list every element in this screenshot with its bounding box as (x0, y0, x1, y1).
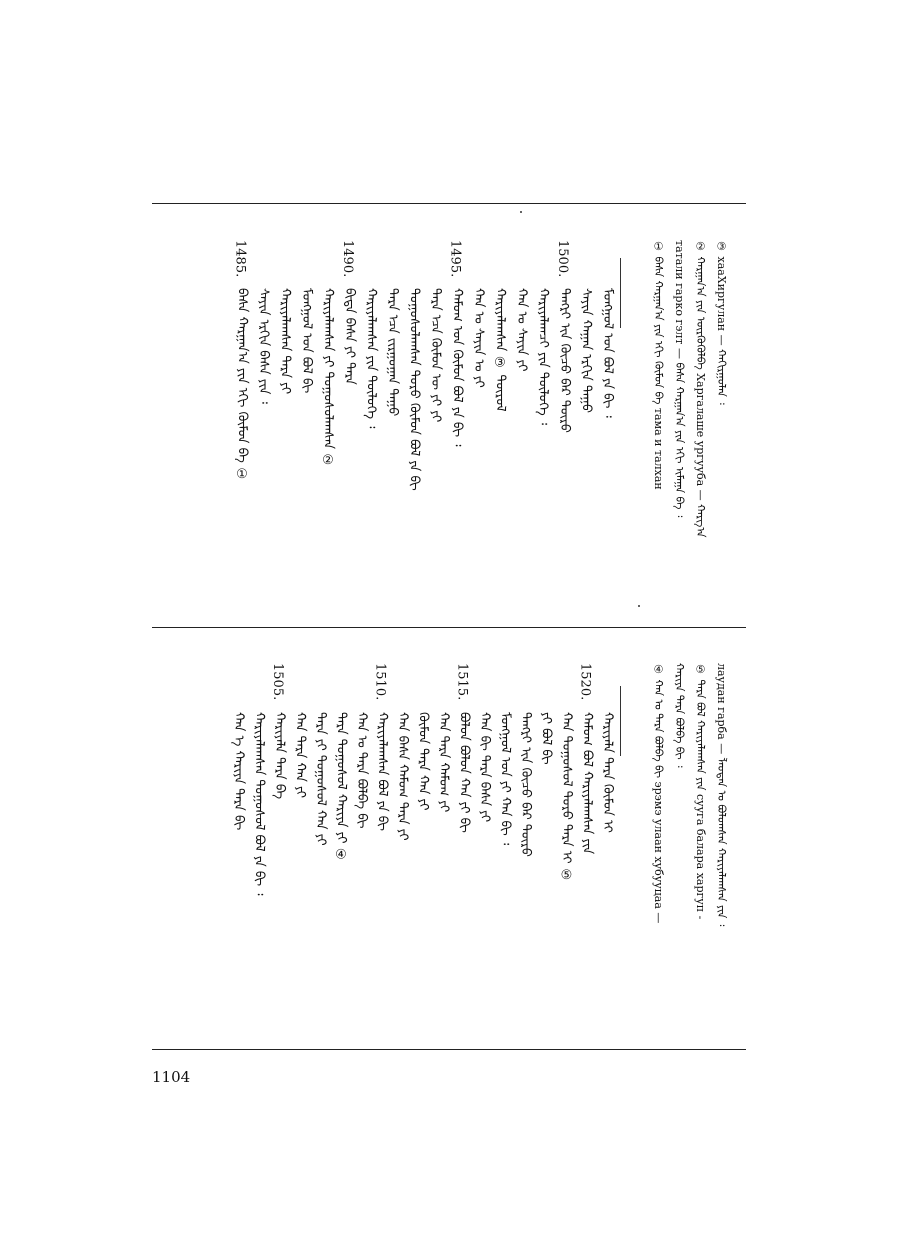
footnote-line: ② ᠬᠠᠷᠭᠠᠨ᠎ᠠ ᠶᠢᠨ ᠦᠷᠭᠦᠭᠦᠯᠪᠡ Харгалаше ургууба — ᠬᠠᠷᠭ᠎ᠠ (694, 240, 707, 538)
verse-line: ᠲᠡᠷᠡ ᠲᠣᠭᠤᠰᠤᠯ ᠬᠠᠷᠢᠶᠠ ᠶᠢ ④ (333, 712, 349, 863)
verse-line: ᠬᠠᠨ ᠪᠠᠰᠠ ᠬᠠᠮᠤᠭ ᠲᠡᠷᠡ ᠶᠢ (395, 712, 410, 841)
verse-line: ᠪᠣᠯᠣᠨ ᠪᠣᠯᠣᠨ ᠬᠠᠨ ᠶᠢ ᠪᠢ (456, 712, 472, 833)
footnote-line: лаудан гарба — ᠯᠠᠤᠳᠠᠨ ᠤ ᠪᠣᠯᠣᠭᠰᠠᠨ ᠬᠠᠷᠢᠶᠠᠯᠠᠭᠰᠠᠨ ᠶᠢᠨ ᠄ (715, 663, 728, 927)
verse-line: ᠬᠠᠨ ᠡ ᠬᠠᠷᠢᠶᠠ ᠲᠡᠷᠡ ᠪᠢ (231, 712, 246, 831)
verse-line-number: 1505. (270, 663, 285, 701)
verse-line: ᠬᠠᠨ ᠲᠡᠷᠡ ᠬᠠᠮᠤᠭ ᠶᠢ (436, 712, 451, 813)
verse-line: ᠬᠠᠷᠢᠶᠠᠯᠠ ᠲᠡᠷᠡ ᠬᠦᠮᠦᠨ ᠢ (600, 712, 615, 833)
verse-line: ᠮᠣᠩᠭᠣᠯ ᠤᠨ ᠪᠣᠯ ᠶᠠ ᠪᠢ ᠄ (600, 288, 615, 418)
top-rule (152, 203, 746, 204)
verse-line: ᠬᠠᠷᠢᠶᠠᠯᠠᠭᠰᠠᠨ ᠪᠣᠯ ᠶᠠ ᠪᠢ (374, 712, 390, 831)
footnote-line: ③ хааХиргулан — ᠬᠠᠬᠢᠷᠭᠤᠯᠠᠨ ᠄ (715, 240, 728, 405)
verse-line: ᠲᠡᠩᠷᠢ ᠢᠨ ᠬᠦᠴᠦ ᠪᠠᠷ ᠲᠦᠷᠦ (557, 288, 572, 433)
verse-line: ᠲᠡᠷᠡ ᠶᠢ ᠲᠣᠭᠤᠰᠤᠯ ᠬᠠᠨ ᠶᠢ (313, 712, 328, 846)
verse-line: ᠬᠠᠷᠢᠶᠠᠯᠠ ᠲᠡᠷᠡ ᠪᠡ (272, 712, 287, 800)
verse-line: ᠬᠦᠮᠦᠨ ᠲᠡᠷᠡ ᠬᠠᠨ ᠶᠢ (415, 712, 431, 811)
bottom-rule (152, 1049, 746, 1050)
verse-line: ᠲᠣᠭᠤᠰᠤᠯᠠᠭᠰᠠᠨ ᠳᠣᠷᠤ ᠬᠦᠮᠦᠨ ᠪᠣᠯ ᠶᠠ ᠪᠢ (406, 288, 422, 491)
verse-line-number: 1485. (232, 240, 248, 278)
verse-line: ᠬᠠᠷᠢᠶᠠᠯᠠᠭᠰᠠᠨ ᠲᠣᠭᠤᠰᠤᠯ ᠪᠣᠯ ᠶᠠ ᠪᠢ ᠄ (251, 712, 267, 896)
verse-line: ᠬᠠᠨ ᠤ ᠲᠡᠷᠡ ᠪᠣᠯᠪᠠ ᠪᠢ (354, 712, 369, 829)
footnote-line: татали гарко гэлт — ᠪᠠᠰᠠ ᠬᠠᠷᠭᠠᠨ᠎ᠠ ᠶᠢᠨ ᠡᠬᠢ ᠢᠮᠠᠭᠠ ᠪᠡ ᠄ (673, 240, 686, 518)
verse-line: ᠪᠢᠳᠡ ᠪᠠᠰᠠ ᠶᠢ ᠲᠡᠷᠡ (342, 288, 357, 385)
verse-line: ᠮᠣᠩᠭᠣᠯ ᠤᠨ ᠪᠣᠯ ᠪᠢ (299, 288, 314, 394)
verse-line: ᠬᠠᠷᠢᠶᠠᠯᠠᠭᠰᠠᠨ ③ ᠲᠥᠷᠥᠯ (492, 288, 508, 412)
lower-footnote-separator (620, 686, 621, 756)
scan-dot (638, 605, 640, 607)
footnote-line: ᠬᠠᠷᠢᠶᠠ ᠲᠡᠷᠡ ᠪᠣᠯᠪᠠ ᠪᠢ ᠄ (673, 663, 686, 768)
verse-line-number: 1510. (372, 663, 388, 701)
footnote-line: ⑤ ᠲᠡᠷᠡ ᠪᠣᠯ ᠬᠠᠷᠢᠶᠠᠯᠠᠭᠰᠠᠨ ᠶᠢᠨ сууга балара харгуп - (694, 663, 707, 920)
verse-line: ᠬᠠᠷᠢᠶᠠᠯᠠᠭᠰᠠᠨ ᠶᠢᠨ ᠲᠥᠯᠦᠭᠡ ᠄ (363, 288, 379, 429)
verse-line: ᠲᠡᠷᠡ ᠡᠴᠡ ᠵᠢᠷᠭᠤᠭᠠᠨ ᠳᠠᠭᠤ (385, 288, 400, 417)
verse-line: ᠬᠠᠮᠤᠭ ᠤᠨ ᠬᠦᠮᠦᠨ ᠪᠣᠯ ᠶᠠ ᠪᠢ ᠄ (449, 288, 465, 447)
verse-line-number: 1500. (555, 240, 570, 278)
verse-line: ᠬᠠᠨ ᠤ ᠰᠠᠶᠢᠨ ᠤ ᠶᠢ (471, 288, 486, 388)
verse-line-number: 1490. (340, 240, 355, 278)
footnote-line: ④ ᠬᠠᠨ ᠤ ᠲᠡᠷᠡ ᠪᠣᠯᠪᠠ ᠪᠢ эрэмэ улаан хубууцаа — (652, 663, 665, 924)
middle-rule (152, 627, 746, 628)
verse-line: ᠰᠠᠶᠢᠨ ᠡᠷᠬᠢᠨ ᠪᠠᠰᠠ ᠶᠢᠨ ᠄ (256, 288, 271, 404)
verse-line: ᠮᠣᠩᠭᠣᠯ ᠤᠨ ᠶᠢ ᠬᠠᠨ ᠪᠢ ᠄ (497, 712, 513, 846)
verse-line-number: 1520. (577, 663, 593, 701)
scan-dot (520, 211, 522, 213)
page-number: 1104 (152, 1068, 191, 1086)
verse-line: ᠲᠡᠩᠷᠢ ᠢᠨ ᠬᠦᠴᠦ ᠪᠠᠷ ᠲᠦᠷᠦ (518, 712, 533, 857)
verse-line: ᠰᠠᠶᠢᠨ ᠬᠠᠭᠠᠨ ᠡᠷᠬᠢᠨ ᠳᠠᠭᠤ (578, 288, 594, 414)
verse-line-number: 1515. (454, 663, 470, 701)
verse-line: ᠬᠠᠷᠢᠶᠠᠯᠠᠭᠰᠠᠨ ᠲᠡᠷᠡ ᠶᠢ (277, 288, 293, 395)
verse-line: ᠬᠠᠮᠤᠭ ᠪᠣᠯ ᠬᠠᠷᠢᠶᠠᠯᠠᠭᠰᠠᠨ ᠶᠢᠨ (579, 712, 595, 855)
verse-line: ᠬᠠᠨ ᠲᠡᠷᠡ ᠬᠠᠨ ᠶᠢ (292, 712, 308, 799)
footnote-line: ① ᠪᠠᠰᠠ ᠬᠠᠷᠭᠠᠨ᠎ᠠ ᠶᠢᠨ ᠡᠬᠢ ᠬᠦᠮᠦᠨ ᠪᠡ тама и талхан (652, 240, 665, 490)
verse-line: ᠲᠡᠷᠡ ᠡᠴᠡ ᠬᠦᠮᠦᠨ ᠦ ᠶᠢ ᠶᠢ (428, 288, 443, 423)
verse-line: ᠬᠠᠷᠢᠶᠠᠯᠠᠭᠴᠢ ᠶᠢᠨ ᠲᠥᠯᠦᠭᠡ ᠄ (535, 288, 551, 426)
verse-line: ᠶᠢ ᠪᠣᠯ ᠪᠢ (538, 712, 554, 765)
verse-line: ᠪᠠᠰᠠ ᠬᠠᠷᠭᠠᠨ᠎ᠠ ᠶᠢᠨ ᠡᠬᠢ ᠬᠦᠮᠦᠨ ᠪᠡ ① (234, 288, 250, 482)
verse-line: ᠬᠠᠨ ᠪᠢ ᠲᠡᠷᠡ ᠪᠠᠰᠠ ᠶᠢ (477, 712, 492, 823)
verse-line: ᠬᠠᠨ ᠲᠣᠭᠤᠰᠤᠯ ᠳᠣᠷᠤ ᠲᠡᠷᠡ ᠢ ⑤ (559, 712, 574, 883)
verse-line: ᠬᠠᠨ ᠤ ᠰᠠᠶᠢᠨ ᠶᠢ (514, 288, 529, 372)
verse-line-number: 1495. (447, 240, 463, 278)
verse-line: ᠬᠠᠷᠢᠶᠠᠯᠠᠭᠰᠠᠨ ᠶᠢ ᠲᠣᠭᠤᠰᠤᠯᠠᠭᠰᠠᠨ ② (320, 288, 336, 469)
upper-footnote-separator (620, 258, 621, 328)
